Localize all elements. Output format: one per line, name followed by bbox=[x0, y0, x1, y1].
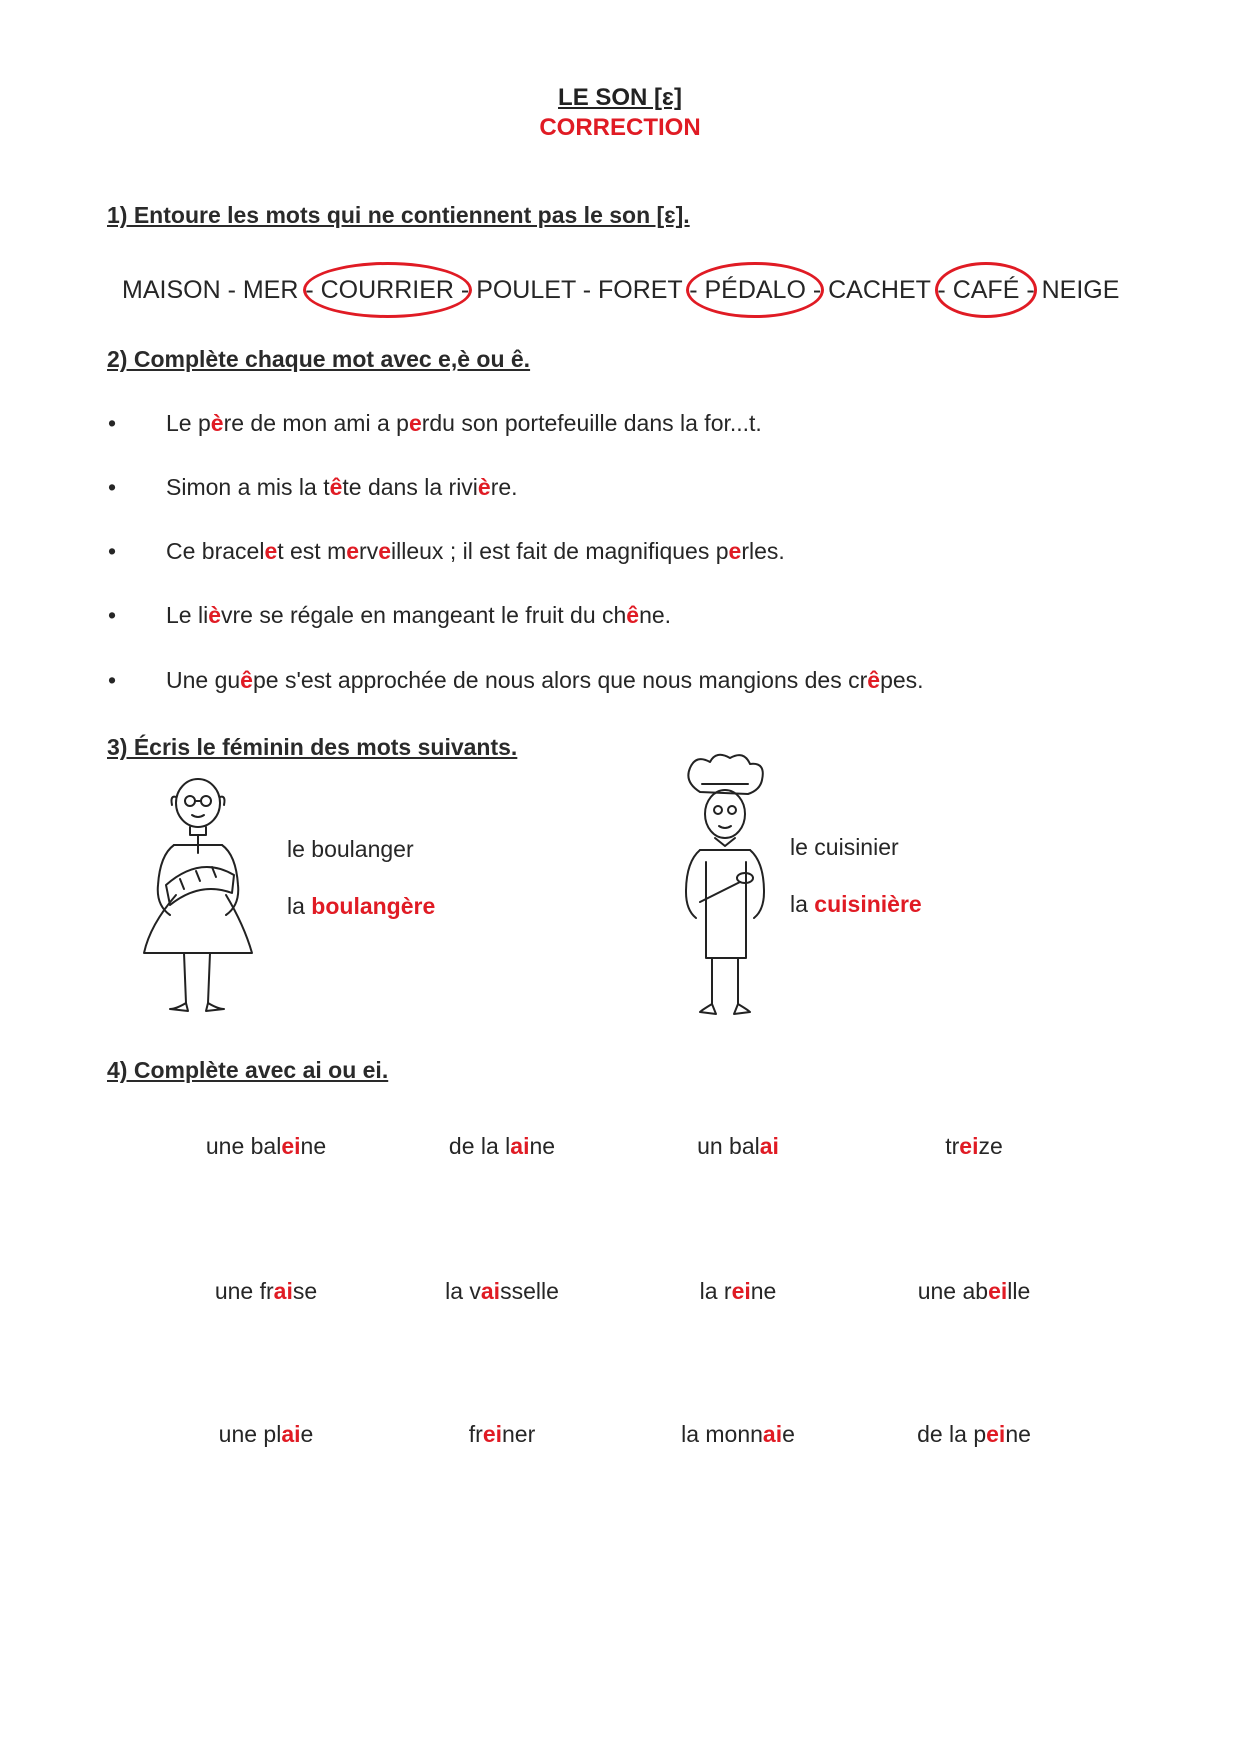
word-separator: - bbox=[298, 276, 321, 304]
word-answer-letters: ai bbox=[480, 1278, 501, 1304]
sentence-text: vre se régale en mangeant le fruit du ch bbox=[221, 602, 627, 628]
exercise2-heading: 2) Complète chaque mot avec e,è ou ê. bbox=[107, 346, 531, 372]
word-text: ne bbox=[300, 1133, 327, 1159]
sentence-text: illeux ; il est fait de magnifiques p bbox=[391, 538, 729, 564]
word-cell bbox=[382, 1133, 622, 1160]
word-text: la r bbox=[699, 1278, 732, 1304]
word-cachet: CACHET bbox=[828, 276, 931, 304]
sentence-text: Le p bbox=[166, 410, 211, 436]
page-title: LE SON [ɛ] bbox=[558, 84, 682, 111]
word-poulet: POULET bbox=[476, 276, 576, 304]
word-café: CAFÉ bbox=[952, 276, 1020, 304]
word-text: e bbox=[300, 1421, 314, 1447]
exercise1-heading: 1) Entoure les mots qui ne contiennent pas le son [ɛ]. bbox=[107, 202, 690, 228]
sentence-answer-letters: e bbox=[346, 538, 360, 564]
chef-feminine-word: cuisinière bbox=[814, 891, 922, 917]
baker-illustration bbox=[140, 775, 270, 1015]
exercise4-heading: 4) Complète avec ai ou ei. bbox=[107, 1057, 389, 1083]
word-answer-letters: ei bbox=[959, 1133, 979, 1159]
word-cell bbox=[146, 1133, 386, 1160]
word-text: une bal bbox=[205, 1133, 282, 1159]
sentence-answer-letters: ê bbox=[867, 667, 881, 693]
word-text: ze bbox=[978, 1133, 1003, 1159]
word-cell bbox=[618, 1421, 858, 1448]
word-answer-letters: ei bbox=[281, 1133, 301, 1159]
bullet: • bbox=[108, 602, 117, 628]
word-text: la v bbox=[445, 1278, 481, 1304]
word-separator: - bbox=[453, 276, 477, 304]
sentence-answer-letters: è bbox=[210, 410, 224, 436]
chef-article: la bbox=[790, 891, 808, 917]
sentence-text: rdu son portefeuille dans la for...t. bbox=[421, 410, 762, 436]
baker-feminine-word: boulangère bbox=[311, 893, 436, 919]
word-text: fr bbox=[468, 1421, 483, 1447]
word-text: ne bbox=[529, 1133, 556, 1159]
word-text: la monn bbox=[681, 1421, 763, 1447]
word-cell bbox=[146, 1278, 386, 1305]
word-text: e bbox=[782, 1421, 795, 1447]
word-cell bbox=[146, 1421, 386, 1448]
word-separator: - bbox=[805, 276, 829, 304]
sentence-text: Ce bracel bbox=[166, 538, 265, 564]
word-text: sselle bbox=[500, 1278, 559, 1304]
word-text: de la p bbox=[917, 1421, 987, 1447]
word-courrier: COURRIER bbox=[320, 276, 454, 304]
sentence-answer-letters: è bbox=[477, 474, 491, 500]
answer-circle-courrier bbox=[303, 262, 472, 318]
word-separator: - bbox=[575, 276, 598, 304]
word-answer-letters: ai bbox=[281, 1421, 301, 1447]
sentence-answer-letters: e bbox=[728, 538, 742, 564]
word-text: un bal bbox=[697, 1133, 760, 1159]
word-answer-letters: ai bbox=[762, 1421, 783, 1447]
chef-illustration bbox=[670, 752, 780, 1024]
word-cell bbox=[618, 1133, 858, 1160]
sentence-text: re. bbox=[490, 474, 518, 500]
sentence-answer-letters: e bbox=[408, 410, 422, 436]
answer-circle-pédalo bbox=[686, 262, 823, 318]
sentence-answer-letters: e bbox=[264, 538, 278, 564]
sentence-text: ne. bbox=[639, 602, 672, 628]
page-subtitle: CORRECTION bbox=[539, 114, 701, 141]
word-answer-letters: ei bbox=[986, 1421, 1006, 1447]
word-separator: - bbox=[1019, 276, 1042, 304]
word-mer: MER bbox=[242, 276, 299, 304]
word-maison: MAISON bbox=[122, 276, 221, 304]
baker-article: la bbox=[287, 893, 305, 919]
sentence-text: Simon a mis la t bbox=[166, 474, 330, 500]
word-cell bbox=[854, 1133, 1094, 1160]
word-text: tr bbox=[945, 1133, 960, 1159]
word-answer-letters: ai bbox=[759, 1133, 779, 1159]
sentence-answer-letters: ê bbox=[240, 667, 253, 693]
sentence-answer-letters: e bbox=[378, 538, 392, 564]
word-cell bbox=[382, 1421, 622, 1448]
sentence-answer-letters: è bbox=[208, 602, 221, 628]
word-text: ne bbox=[1005, 1421, 1031, 1447]
sentence-text: t est m bbox=[277, 538, 347, 564]
sentence-answer-letters: ê bbox=[626, 602, 640, 628]
word-text: se bbox=[292, 1278, 318, 1304]
word-cell bbox=[854, 1278, 1094, 1305]
sentence-text: Le li bbox=[166, 602, 209, 628]
sentence-text: rv bbox=[359, 538, 379, 564]
sentence-4 bbox=[108, 602, 671, 629]
sentence-text: re de mon ami a p bbox=[223, 410, 409, 436]
word-answer-letters: ai bbox=[273, 1278, 293, 1304]
word-text: ne bbox=[750, 1278, 777, 1304]
word-answer-letters: ei bbox=[731, 1278, 751, 1304]
bullet: • bbox=[108, 538, 117, 564]
word-answer-letters: ai bbox=[510, 1133, 530, 1159]
bullet: • bbox=[108, 474, 117, 500]
baker-feminine-answer bbox=[287, 893, 435, 920]
sentence-2 bbox=[108, 474, 518, 501]
sentence-answer-letters: ê bbox=[329, 474, 343, 500]
sentence-text: te dans la rivi bbox=[342, 474, 478, 500]
sentence-text: pe s'est approchée de nous alors que nous mangions des cr bbox=[252, 667, 868, 693]
sentence-text: pes. bbox=[880, 667, 924, 693]
word-text: de la l bbox=[448, 1133, 511, 1159]
sentence-text: Une gu bbox=[166, 667, 241, 693]
word-separator: - bbox=[220, 276, 243, 304]
word-text: lle bbox=[1007, 1278, 1031, 1304]
word-answer-letters: ei bbox=[988, 1278, 1008, 1304]
word-cell bbox=[854, 1421, 1094, 1448]
word-text: ner bbox=[502, 1421, 536, 1447]
sentence-5 bbox=[108, 667, 924, 694]
word-answer-letters: ei bbox=[482, 1421, 502, 1447]
word-pédalo: PÉDALO bbox=[704, 276, 806, 304]
bullet: • bbox=[108, 410, 117, 436]
bullet: • bbox=[108, 667, 117, 693]
word-cell bbox=[382, 1278, 622, 1305]
word-text: une fr bbox=[214, 1278, 274, 1304]
word-cell bbox=[618, 1278, 858, 1305]
word-foret: FORET bbox=[597, 276, 683, 304]
word-separator: - bbox=[930, 276, 953, 304]
sentence-3 bbox=[108, 538, 785, 565]
word-neige: NEIGE bbox=[1041, 276, 1120, 304]
chef-masculine: le cuisinier bbox=[790, 834, 899, 860]
word-text: une pl bbox=[218, 1421, 282, 1447]
word-text: une ab bbox=[917, 1278, 989, 1304]
chef-feminine-answer bbox=[790, 891, 922, 918]
exercise3-heading: 3) Écris le féminin des mots suivants. bbox=[107, 734, 518, 760]
baker-masculine: le boulanger bbox=[287, 836, 414, 862]
sentence-1 bbox=[108, 410, 762, 437]
word-separator: - bbox=[682, 276, 705, 304]
sentence-text: rles. bbox=[741, 538, 785, 564]
answer-circle-café bbox=[935, 262, 1038, 318]
